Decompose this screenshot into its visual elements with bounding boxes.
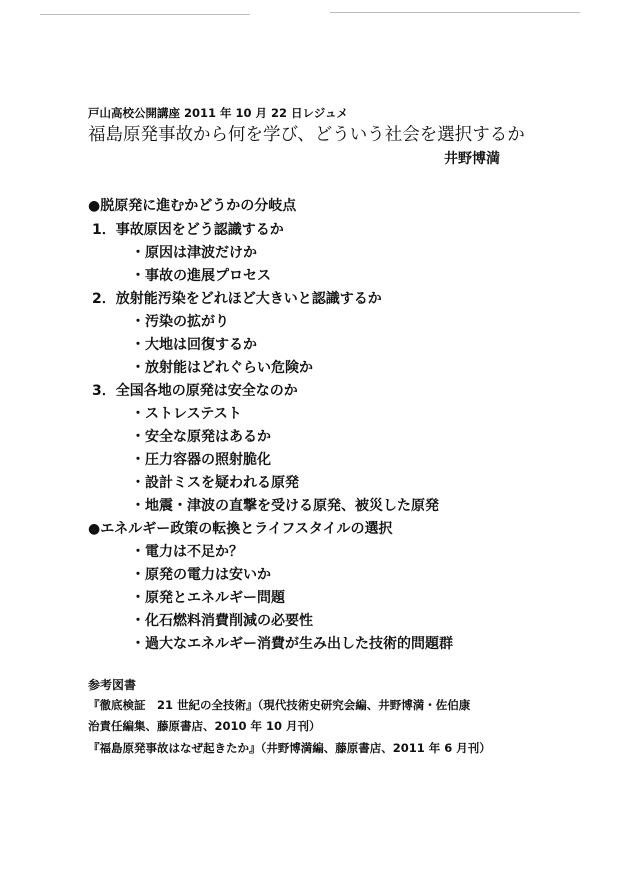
reference-2: 『福島原発事故はなぜ起きたか』（井野博満編、藤原書店、2011 年 6 月刊） — [88, 741, 491, 755]
outline-bullet: ・圧力容器の照射脆化 — [131, 452, 271, 468]
references-heading: 参考図書 — [88, 678, 137, 692]
author-name: 井野博満 — [444, 151, 500, 167]
outline-bullet: ・原発の電力は安いか — [131, 567, 271, 583]
outline-bullet: ・放射能はどれぐらい危険か — [131, 360, 313, 376]
outline-bullet: ・安全な原発はあるか — [131, 429, 271, 445]
outline-bullet: ・電力は不足か？ — [131, 544, 243, 560]
reference-1-line-2: 治責任編集、藤原書店、2010 年 10 月刊） — [88, 719, 321, 733]
outline-bullet: ・ストレステスト — [131, 406, 242, 422]
outline-bullet: ・地震・津波の直撃を受ける原発、被災した原発 — [131, 498, 439, 514]
outline-bullet: ・原発とエネルギー問題 — [131, 590, 285, 606]
scan-artifact-line — [330, 12, 580, 13]
outline-bullet: ・設計ミスを疑われる原発 — [131, 475, 299, 491]
reference-1-line-1: 『徹底検証 21 世紀の全技術』（現代技術史研究会編、井野博満・佐伯康 — [88, 698, 471, 712]
outline-bullet: ・原因は津波だけか — [131, 245, 257, 261]
outline-bullet: ・化石燃料消費削減の必要性 — [131, 613, 313, 629]
page-title: 福島原発事故から何を学び、どういう社会を選択するか — [88, 125, 525, 145]
outline-item-1: 1．事故原因をどう認識するか — [92, 222, 284, 238]
lecture-date-line: 戸山高校公開講座 2011 年 10 月 22 日レジュメ — [88, 106, 349, 120]
scan-artifact-line — [40, 14, 250, 15]
outline-bullet: ・汚染の拡がり — [131, 314, 229, 330]
outline-bullet: ・事故の進展プロセス — [131, 268, 271, 284]
outline-item-2: 2．放射能汚染をどれほど大きいと認識するか — [92, 291, 382, 307]
outline-item-3: 3．全国各地の原発は安全なのか — [92, 383, 298, 399]
outline-bullet: ・過大なエネルギー消費が生み出した技術的問題群 — [131, 636, 453, 652]
section-heading-2: ●エネルギー政策の転換とライフスタイルの選択 — [88, 521, 393, 537]
outline-bullet: ・大地は回復するか — [131, 337, 257, 353]
section-heading-1: ●脱原発に進むかどうかの分岐点 — [88, 198, 297, 214]
